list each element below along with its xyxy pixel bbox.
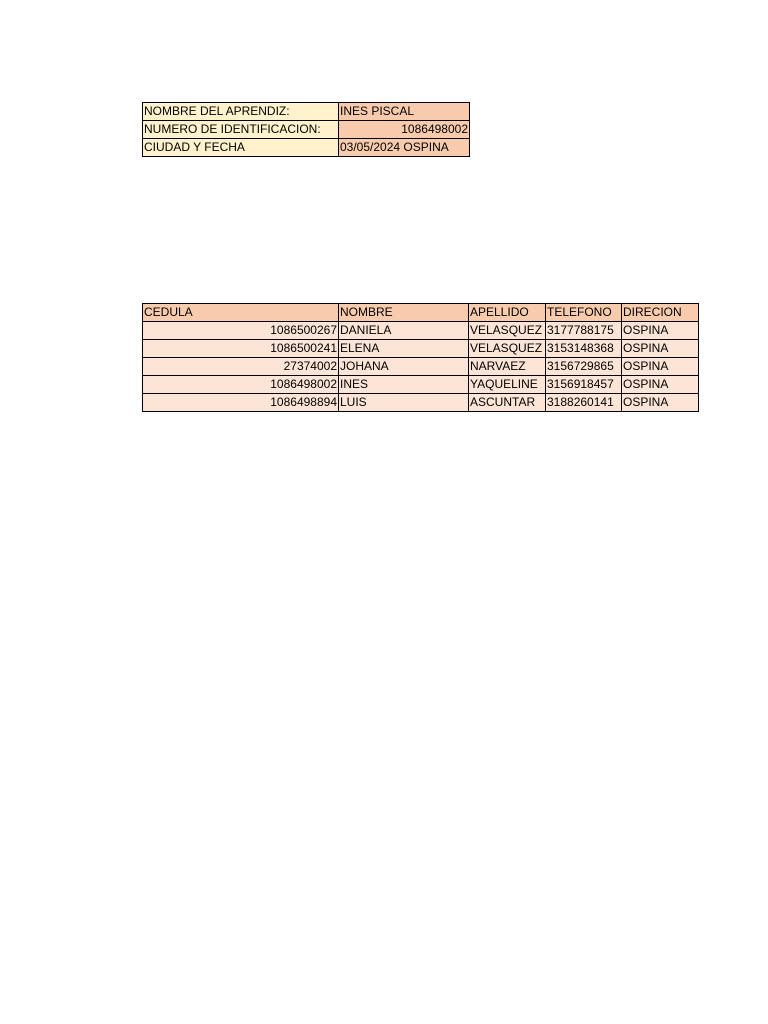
table-header-row xyxy=(143,304,699,322)
apprentice-name-label[interactable]: NOMBRE DEL APRENDIZ: xyxy=(143,103,339,121)
nombre-cell[interactable]: INES xyxy=(339,376,469,394)
apprentice-name-value[interactable]: INES PISCAL xyxy=(339,103,470,121)
nombre-cell[interactable]: LUIS xyxy=(339,394,469,412)
apellido-cell[interactable]: NARVAEZ xyxy=(469,358,546,376)
apellido-cell[interactable]: VELASQUEZ xyxy=(469,322,546,340)
table-row xyxy=(143,322,699,340)
nombre-cell[interactable]: JOHANA xyxy=(339,358,469,376)
city-date-label[interactable]: CIUDAD Y FECHA xyxy=(143,139,339,157)
cedula-cell[interactable]: 1086500241 xyxy=(143,340,339,358)
telefono-cell[interactable]: 3153148368 xyxy=(546,340,622,358)
column-header-direcion[interactable]: DIRECION xyxy=(622,304,699,322)
column-header-cedula[interactable]: CEDULA xyxy=(143,304,339,322)
cedula-cell[interactable]: 1086498894 xyxy=(143,394,339,412)
info-row-id xyxy=(143,121,470,139)
identification-number-label[interactable]: NUMERO DE IDENTIFICACION: xyxy=(143,121,339,139)
apellido-cell[interactable]: VELASQUEZ xyxy=(469,340,546,358)
info-row-name xyxy=(143,103,470,121)
nombre-cell[interactable]: ELENA xyxy=(339,340,469,358)
column-header-telefono[interactable]: TELEFONO xyxy=(546,304,622,322)
telefono-cell[interactable]: 3156918457 xyxy=(546,376,622,394)
nombre-cell[interactable]: DANIELA xyxy=(339,322,469,340)
table-row xyxy=(143,358,699,376)
table-row xyxy=(143,376,699,394)
info-row-city-date xyxy=(143,139,470,157)
direcion-cell[interactable]: OSPINA xyxy=(622,340,699,358)
telefono-cell[interactable]: 3156729865 xyxy=(546,358,622,376)
direcion-cell[interactable]: OSPINA xyxy=(622,376,699,394)
table-row xyxy=(143,340,699,358)
direcion-cell[interactable]: OSPINA xyxy=(622,322,699,340)
direcion-cell[interactable]: OSPINA xyxy=(622,394,699,412)
identification-number-value[interactable]: 1086498002 xyxy=(339,121,470,139)
apprentice-info-table xyxy=(142,102,470,157)
column-header-nombre[interactable]: NOMBRE xyxy=(339,304,469,322)
cedula-cell[interactable]: 1086500267 xyxy=(143,322,339,340)
cedula-cell[interactable]: 27374002 xyxy=(143,358,339,376)
city-date-value[interactable]: 03/05/2024 OSPINA xyxy=(339,139,470,157)
direcion-cell[interactable]: OSPINA xyxy=(622,358,699,376)
column-header-apellido[interactable]: APELLIDO xyxy=(469,304,546,322)
apellido-cell[interactable]: ASCUNTAR xyxy=(469,394,546,412)
telefono-cell[interactable]: 3188260141 xyxy=(546,394,622,412)
apellido-cell[interactable]: YAQUELINE xyxy=(469,376,546,394)
table-row xyxy=(143,394,699,412)
people-data-table xyxy=(142,303,699,412)
cedula-cell[interactable]: 1086498002 xyxy=(143,376,339,394)
telefono-cell[interactable]: 3177788175 xyxy=(546,322,622,340)
